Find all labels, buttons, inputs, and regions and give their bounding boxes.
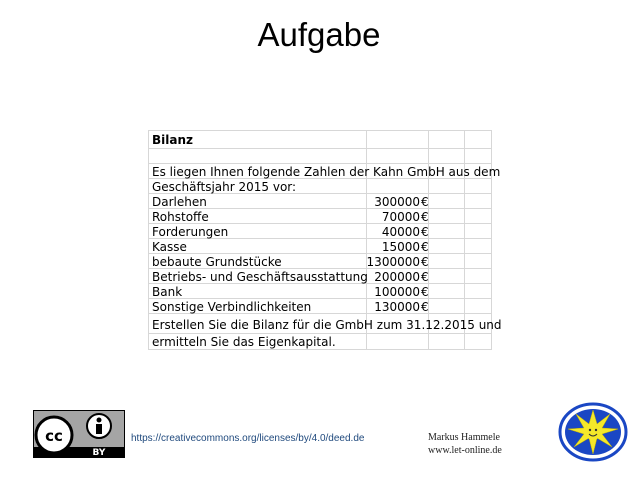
sheet-task-line1: Erstellen Sie die Bilanz für die GmbH zum 31.12.2015 und	[152, 318, 502, 332]
spreadsheet-image	[148, 130, 502, 350]
cc-by-label: BY	[92, 448, 106, 457]
svg-text:cc: cc	[45, 427, 63, 445]
author-site[interactable]: www.let-online.de	[428, 445, 502, 456]
row-label: Forderungen	[152, 225, 229, 239]
slide-title: Aufgabe	[257, 16, 381, 53]
row-currency: €	[421, 270, 429, 284]
row-currency: €	[421, 240, 429, 254]
author-credit	[428, 431, 502, 457]
row-label: Rohstoffe	[152, 210, 209, 224]
row-amount: 300000	[374, 195, 420, 209]
row-amount: 40000	[381, 225, 420, 239]
row-currency: €	[421, 195, 429, 209]
sun-icon	[558, 402, 628, 462]
sheet-intro-line2: Geschäftsjahr 2015 vor:	[152, 180, 297, 194]
cc-by-icon[interactable]	[33, 410, 125, 458]
sheet-task-line2: ermitteln Sie das Eigenkapital.	[152, 335, 336, 349]
license-link[interactable]: https://creativecommons.org/licenses/by/4.0/deed.de	[131, 433, 365, 444]
row-label: Sonstige Verbindlichkeiten	[152, 300, 312, 314]
sheet-heading: Bilanz	[152, 133, 193, 147]
sheet-intro-line1: Es liegen Ihnen folgende Zahlen der Kahn GmbH aus dem	[152, 165, 501, 179]
row-amount: 130000	[374, 300, 420, 314]
row-label: Kasse	[152, 240, 187, 254]
row-currency: €	[421, 225, 429, 239]
row-amount: 15000	[381, 240, 420, 254]
row-label: bebaute Grundstücke	[152, 255, 282, 269]
row-amount: 100000	[374, 285, 420, 299]
row-currency: €	[421, 210, 429, 224]
author-name: Markus Hammele	[428, 432, 500, 443]
row-amount: 1300000	[366, 255, 420, 269]
row-amount: 70000	[381, 210, 420, 224]
row-currency: €	[421, 285, 429, 299]
row-label: Darlehen	[152, 195, 207, 209]
row-amount: 200000	[374, 270, 420, 284]
row-currency: €	[421, 255, 429, 269]
row-currency: €	[421, 300, 429, 314]
row-label: Betriebs- und Geschäftsausstattung	[152, 270, 368, 284]
row-label: Bank	[152, 285, 183, 299]
